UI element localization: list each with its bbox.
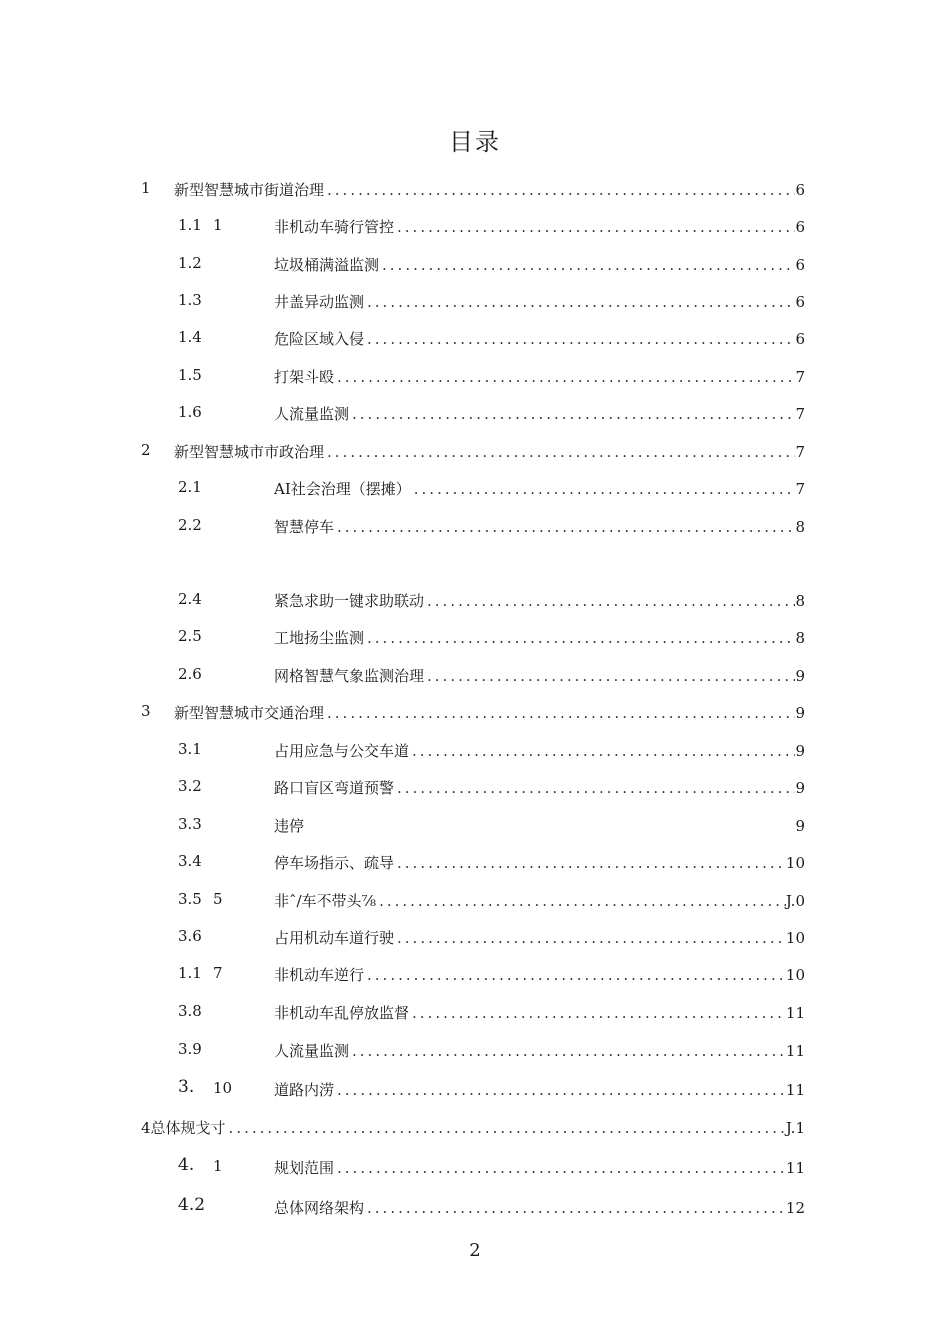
- toc-entry[interactable]: [0, 736, 950, 762]
- toc-entry-title: 停车场指示、疏导: [274, 854, 395, 872]
- toc-entry-number: 1.5: [178, 366, 202, 384]
- toc-leader-dots: [394, 779, 795, 797]
- toc-leader-dots: [424, 592, 795, 610]
- toc-entry-title: 工地扬尘监测: [274, 629, 365, 647]
- toc-entry[interactable]: [0, 437, 950, 463]
- toc-entry-number: 2.1: [178, 478, 202, 496]
- toc-entry-title: 人流量监测: [274, 1042, 350, 1060]
- toc-entry-number: 3.: [178, 1077, 195, 1097]
- toc-entry[interactable]: [0, 324, 950, 350]
- toc-entry-subnumber: 1: [213, 216, 223, 234]
- toc-leader-dots: [349, 1042, 786, 1060]
- toc-entry[interactable]: [0, 212, 950, 238]
- toc-entry[interactable]: [0, 512, 950, 538]
- toc-entry-title: 非机动车乱停放监督: [274, 1004, 410, 1022]
- toc-entry-page: 9: [795, 667, 805, 685]
- toc-entry[interactable]: [0, 848, 950, 874]
- toc-entry-page: 8: [795, 629, 805, 647]
- toc-entry-title: 井盖异动监测: [274, 293, 365, 311]
- toc-entry-number: 3.2: [178, 777, 202, 795]
- toc-leader-dots: [364, 966, 786, 984]
- toc-entry-page: 11: [785, 1159, 805, 1177]
- toc-leader-dots: [349, 405, 795, 423]
- toc-entry[interactable]: [0, 250, 950, 276]
- toc-entry-number: 1.1: [178, 216, 202, 234]
- toc-entry-number: 3.4: [178, 852, 202, 870]
- toc-entry-title: 危险区域入侵: [274, 330, 365, 348]
- toc-entry-number: 3.8: [178, 1002, 202, 1020]
- toc-entry-number: 2.6: [178, 665, 202, 683]
- page-number: 2: [469, 1240, 481, 1261]
- toc-entry-number: 1: [141, 179, 151, 197]
- toc-leader-dots: [324, 181, 795, 199]
- toc-entry-title: 路口盲区弯道预警: [274, 779, 395, 797]
- toc-entry[interactable]: [0, 287, 950, 313]
- toc-leader-dots: [411, 480, 796, 498]
- toc-entry-subnumber: 5: [213, 890, 223, 908]
- toc-entry-title: 打架斗殴: [274, 368, 335, 386]
- toc-leader-dots: [409, 742, 795, 760]
- toc-entry-page: 10: [785, 854, 805, 872]
- toc-leader-dots: [364, 629, 795, 647]
- toc-leader-dots: [394, 218, 795, 236]
- toc-title: 目录: [449, 128, 501, 156]
- toc-entry-page: 9: [795, 779, 805, 797]
- toc-leader-dots: [376, 892, 786, 910]
- toc-entry-subnumber: 7: [213, 964, 223, 982]
- toc-leader-dots: [364, 293, 795, 311]
- toc-entry[interactable]: [0, 1193, 950, 1219]
- toc-entry[interactable]: [0, 661, 950, 687]
- toc-entry-page: J.0: [785, 892, 805, 910]
- toc-entry-page: 9: [795, 742, 805, 760]
- toc-entry-number: 3.5: [178, 890, 202, 908]
- toc-entry-number: 3.9: [178, 1040, 202, 1058]
- toc-entry-page: 10: [785, 966, 805, 984]
- toc-entry-number: 2.2: [178, 516, 202, 534]
- toc-entry-title: 网格智慧气象监测治理: [274, 667, 425, 685]
- toc-entry-title: 占用机动车道行驶: [274, 929, 395, 947]
- toc-entry[interactable]: [0, 998, 950, 1024]
- toc-entry-subnumber: 10: [213, 1079, 233, 1097]
- toc-entry-title: 违停: [274, 817, 305, 835]
- toc-entry[interactable]: [0, 399, 950, 425]
- toc-entry-number: 1.3: [178, 291, 202, 309]
- toc-entry[interactable]: [0, 1113, 950, 1139]
- toc-entry-page: 8: [795, 592, 805, 610]
- toc-entry[interactable]: [0, 586, 950, 612]
- toc-entry[interactable]: [0, 623, 950, 649]
- toc-entry-title: 新型智慧城市街道治理: [174, 181, 325, 199]
- toc-leader-dots: [364, 330, 795, 348]
- toc-entry-title: 垃圾桶满溢监测: [274, 256, 380, 274]
- toc-entry-title: 新型智慧城市交通治理: [174, 704, 325, 722]
- toc-leader-dots: [394, 929, 786, 947]
- toc-entry-number: 3.1: [178, 740, 202, 758]
- toc-entry-number: 3: [141, 702, 151, 720]
- toc-leader-dots: [334, 518, 795, 536]
- toc-entry-number: 1.2: [178, 254, 202, 272]
- toc-entry-number: 2.5: [178, 627, 202, 645]
- toc-leader-dots: [334, 1159, 786, 1177]
- toc-entry-page: 6: [795, 330, 805, 348]
- toc-entry-title: 规划范围: [274, 1159, 335, 1177]
- toc-leader-dots: [324, 443, 795, 461]
- toc-entry[interactable]: [0, 1036, 950, 1062]
- toc-entry-title: 非机动车逆行: [274, 966, 365, 984]
- toc-entry-number: 2.4: [178, 590, 202, 608]
- toc-entry[interactable]: [0, 886, 950, 912]
- toc-entry-page: 6: [795, 293, 805, 311]
- toc-entry-title: 占用应急与公交车道: [274, 742, 410, 760]
- toc-entry[interactable]: [0, 773, 950, 799]
- toc-entry-title: 非机动车骑行管控: [274, 218, 395, 236]
- toc-entry-title: 智慧停车: [274, 518, 335, 536]
- toc-leader-dots: [334, 1081, 786, 1099]
- toc-entry-page: 11: [785, 1004, 805, 1022]
- toc-entry-number: 1.4: [178, 328, 202, 346]
- toc-entry-page: 11: [785, 1042, 805, 1060]
- toc-entry-number: 4.2: [178, 1195, 206, 1215]
- toc-entry[interactable]: [0, 1153, 950, 1179]
- toc-leader-dots: [424, 667, 795, 685]
- toc-entry-title: 4总体规戈寸: [141, 1119, 226, 1137]
- toc-entry-page: 9: [795, 817, 805, 835]
- toc-entry[interactable]: [0, 698, 950, 724]
- toc-entry-number: 3.6: [178, 927, 202, 945]
- toc-entry[interactable]: [0, 1075, 950, 1101]
- toc-entry-title: 道路内涝: [274, 1081, 335, 1099]
- toc-entry-page: 7: [795, 480, 805, 498]
- toc-entry[interactable]: [0, 175, 950, 201]
- toc-entry-page: 7: [795, 443, 805, 461]
- toc-entry-title: 新型智慧城市市政治理: [174, 443, 325, 461]
- toc-entry-number: 3.3: [178, 815, 202, 833]
- toc-entry-page: 9: [795, 704, 805, 722]
- toc-entry-number: 2: [141, 441, 151, 459]
- toc-entry-number: 4.: [178, 1155, 195, 1175]
- toc-entry-page: 12: [785, 1199, 805, 1217]
- toc-leader-dots: [334, 368, 795, 386]
- toc-entry[interactable]: [0, 474, 950, 500]
- toc-entry[interactable]: [0, 811, 950, 837]
- toc-leader-dots: [379, 256, 795, 274]
- toc-entry-title: 非ˆ/车不带头⅞: [274, 892, 377, 910]
- toc-leader-dots: [409, 1004, 786, 1022]
- toc-entry-page: 10: [785, 929, 805, 947]
- toc-entry-title: 人流量监测: [274, 405, 350, 423]
- toc-entry[interactable]: [0, 960, 950, 986]
- toc-entry[interactable]: [0, 362, 950, 388]
- toc-leader-dots: [324, 704, 795, 722]
- toc-leader-dots: [364, 1199, 786, 1217]
- toc-entry-title: 总体网络架构: [274, 1199, 365, 1217]
- toc-entry-title: AI社会治理（摆摊）: [274, 480, 411, 498]
- toc-entry-subnumber: 1: [213, 1157, 223, 1175]
- toc-entry-page: 6: [795, 218, 805, 236]
- toc-entry-title: 紧急求助一键求助联动: [274, 592, 425, 610]
- toc-entry-page: 7: [795, 405, 805, 423]
- toc-entry-page: 7: [795, 368, 805, 386]
- toc-entry-page: 6: [795, 181, 805, 199]
- toc-leader-dots: [226, 1119, 786, 1137]
- toc-entry-page: 11: [785, 1081, 805, 1099]
- toc-entry-number: 1.1: [178, 964, 202, 982]
- toc-entry[interactable]: [0, 923, 950, 949]
- toc-entry-number: 1.6: [178, 403, 202, 421]
- toc-leader-dots: [394, 854, 786, 872]
- toc-entry-page: 8: [795, 518, 805, 536]
- toc-entry-page: J.1: [785, 1119, 805, 1137]
- toc-entry-page: 6: [795, 256, 805, 274]
